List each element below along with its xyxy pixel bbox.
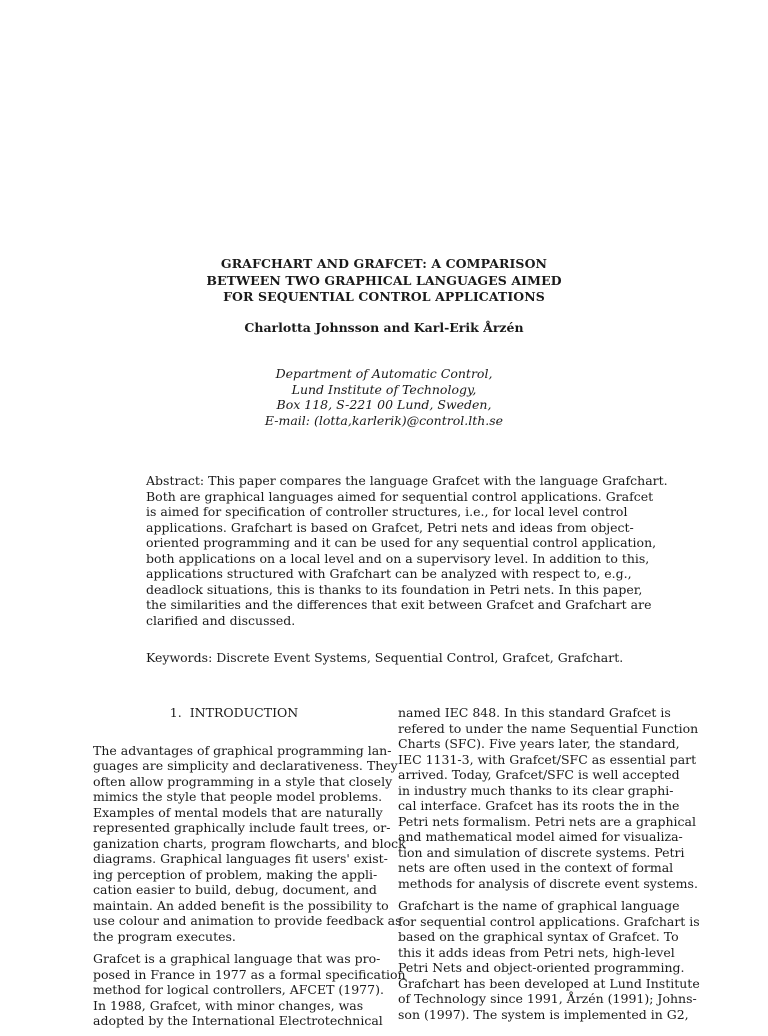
- text-line: IEC 1131-3, with Grafcet/SFC as essential part: [398, 751, 697, 767]
- text-line: In 1988, Grafcet, with minor changes, was: [93, 997, 364, 1013]
- text-line: tion and simulation of discrete systems. Petri: [398, 844, 685, 860]
- affiliation-line: Box 118, S-221 00 Lund, Sweden,: [276, 397, 492, 413]
- section-title: INTRODUCTION: [189, 705, 299, 720]
- text-line: named IEC 848. In this standard Grafcet is: [398, 705, 671, 720]
- text-line: refered to under the name Sequential Function: [398, 720, 699, 736]
- authors: Charlotta Johnsson and Karl-Erik Årzén: [244, 320, 524, 335]
- paper-title: [0, 256, 768, 306]
- affiliation: [0, 366, 768, 428]
- text-line: Petri Nets and object-oriented programming.: [398, 960, 685, 975]
- text-line: methods for analysis of discrete event systems.: [398, 875, 698, 891]
- text-line: cal interface. Grafcet has its roots the in the: [398, 798, 680, 813]
- text-line: posed in France in 1977 as a formal specification: [93, 966, 406, 982]
- paragraph: [398, 898, 700, 1022]
- text-line: son (1997). The system is implemented in G2,: [398, 1006, 689, 1022]
- text-line: and mathematical model aimed for visualiza-: [398, 829, 683, 844]
- text-line: Grafcet is a graphical language that was pro-: [93, 951, 381, 966]
- affiliation-email: E-mail: (lotta,karlerik)@control.lth.se: [264, 412, 504, 428]
- text-line: based on the graphical syntax of Grafcet. To: [398, 929, 679, 944]
- right-column: [398, 705, 700, 1029]
- abstract: [146, 473, 668, 628]
- text-line: the program executes.: [93, 928, 236, 944]
- text-line: in industry much thanks to its clear graphi-: [398, 782, 674, 798]
- title-line: BETWEEN TWO GRAPHICAL LANGUAGES AIMED: [206, 272, 562, 288]
- paragraph: [398, 705, 699, 891]
- text-line: arrived. Today, Grafcet/SFC is well accepted: [398, 767, 680, 782]
- text-line: adopted by the International Electrotechnical: [93, 1013, 383, 1028]
- text-line: Grafchart has been developed at Lund Institute: [398, 975, 700, 991]
- text-line: often allow programming in a style that closely: [93, 773, 393, 789]
- abstract-line: the similarities and the differences that exit between Grafcet and Grafchart are: [146, 597, 652, 612]
- abstract-line: both applications on a local level and on a supervisory level. In addition to this,: [146, 550, 650, 566]
- text-line: diagrams. Graphical languages fit users' exist-: [93, 851, 388, 866]
- left-column: [93, 705, 406, 1036]
- text-line: cation easier to build, debug, document, and: [93, 882, 377, 897]
- abstract-line: deadlock situations, this is thanks to its foundation in Petri nets. In this paper,: [146, 581, 643, 597]
- text-line: maintain. An added benefit is the possibility to: [93, 897, 389, 913]
- text-line: represented graphically include fault trees, or-: [93, 820, 391, 835]
- abstract-line: oriented programming and it can be used for any sequential control application,: [146, 535, 657, 550]
- title-line: FOR SEQUENTIAL CONTROL APPLICATIONS: [223, 289, 545, 304]
- text-line: nets are often used in the context of formal: [398, 860, 674, 875]
- paragraph: [93, 951, 406, 1029]
- text-line: The advantages of graphical programming lan-: [93, 742, 392, 758]
- abstract-line: clarified and discussed.: [146, 612, 296, 628]
- abstract-line: is aimed for specification of controller structures, i.e., for local level control: [146, 504, 628, 519]
- text-line: guages are simplicity and declarativeness. They: [93, 758, 398, 773]
- text-line: mimics the style that people model problems.: [93, 789, 383, 804]
- paragraph: [93, 742, 406, 945]
- text-line: use colour and animation to provide feedback as: [93, 913, 402, 928]
- affiliation-line: Department of Automatic Control,: [275, 366, 493, 381]
- text-line: Charts (SFC). Five years later, the standard,: [398, 736, 680, 751]
- text-line: Grafchart is the name of graphical language: [398, 898, 680, 913]
- title-line: GRAFCHART AND GRAFCET: A COMPARISON: [220, 256, 548, 271]
- section-number: 1.: [169, 705, 182, 720]
- text-line: Examples of mental models that are naturally: [93, 804, 383, 820]
- abstract-line: Both are graphical languages aimed for sequential control applications. Grafcet: [146, 488, 654, 504]
- keywords: Keywords: Discrete Event Systems, Sequential Control, Grafcet, Grafchart.: [146, 650, 624, 665]
- text-line: this it adds ideas from Petri nets, high-level: [398, 944, 675, 960]
- abstract-line: applications structured with Grafchart can be analyzed with respect to, e.g.,: [146, 566, 632, 581]
- abstract-line: applications. Grafchart is based on Grafcet, Petri nets and ideas from object-: [146, 519, 634, 535]
- section-heading: [93, 705, 375, 721]
- affiliation-line: Lund Institute of Technology,: [291, 381, 477, 397]
- text-line: of Technology since 1991, Årzén (1991); Johns-: [398, 991, 697, 1006]
- text-line: for sequential control applications. Grafchart is: [398, 913, 700, 929]
- abstract-line: Abstract: This paper compares the language Grafcet with the language Grafchart.: [146, 473, 668, 488]
- text-line: Petri nets formalism. Petri nets are a graphical: [398, 813, 696, 829]
- text-line: method for logical controllers, AFCET (1977).: [93, 982, 384, 997]
- text-line: ing perception of problem, making the appli-: [93, 866, 378, 882]
- text-line: ganization charts, program flowcharts, and block: [93, 835, 406, 851]
